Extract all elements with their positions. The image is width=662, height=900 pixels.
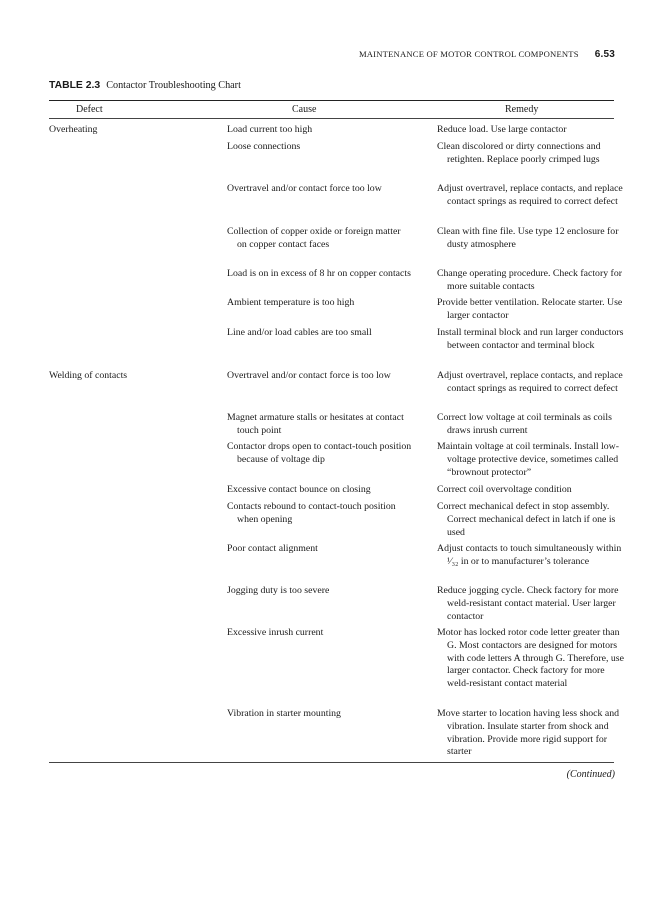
table-top-rule xyxy=(49,100,614,101)
cell-cause: Magnet armature stalls or hesitates at contact touch point xyxy=(227,412,404,436)
cell-cause: Contacts rebound to contact-touch position when opening xyxy=(227,501,396,525)
column-header-defect: Defect xyxy=(76,104,103,115)
cell-cause: Excessive contact bounce on closing xyxy=(227,484,371,495)
cell-cause: Contactor drops open to contact-touch position because of voltage dip xyxy=(227,441,412,465)
table-bottom-rule xyxy=(49,762,614,763)
cell-defect: Overheating xyxy=(49,124,98,135)
cell-remedy: Correct mechanical defect in stop assembly. Correct mechanical defect in latch if one is used xyxy=(437,501,616,538)
table-label: TABLE 2.3 xyxy=(49,80,101,91)
cell-cause: Excessive inrush current xyxy=(227,627,324,638)
table-caption xyxy=(49,80,241,91)
cell-remedy: Provide better ventilation. Relocate starter. Use larger contactor xyxy=(437,297,623,321)
cell-cause: Loose connections xyxy=(227,141,301,152)
section-title: MAINTENANCE OF MOTOR CONTROL COMPONENTS xyxy=(358,49,579,59)
cell-cause: Ambient temperature is too high xyxy=(227,297,355,308)
cell-cause: Collection of copper oxide or foreign matter on copper contact faces xyxy=(227,226,401,250)
cell-remedy: Adjust overtravel, replace contacts, and replace contact springs as required to correct defect xyxy=(437,183,623,207)
cell-cause: Jogging duty is too severe xyxy=(227,585,330,596)
cell-remedy: Reduce jogging cycle. Check factory for more weld-resistant contact material. User larger contactor xyxy=(437,585,619,622)
cell-remedy: Maintain voltage at coil terminals. Install low-voltage protective device, sometimes called “brownout protector” xyxy=(437,441,620,478)
column-header-remedy: Remedy xyxy=(505,104,539,115)
table-title: Contactor Troubleshooting Chart xyxy=(106,80,241,91)
cell-remedy: Reduce load. Use large contactor xyxy=(437,124,567,135)
cell-defect: Welding of contacts xyxy=(49,370,128,381)
page-number: 6.53 xyxy=(594,49,615,60)
running-head xyxy=(359,49,615,60)
cell-remedy: Correct low voltage at coil terminals as coils draws inrush current xyxy=(437,412,612,436)
cell-remedy: Motor has locked rotor code letter greater than G. Most contactors are designed for motors with code letters A through G. Therefore, use larger contactor. Check factory for more weld-resistant contact material xyxy=(437,627,624,690)
cell-remedy: Correct coil overvoltage condition xyxy=(437,484,572,495)
cell-remedy: Clean with fine file. Use type 12 enclosure for dusty atmosphere xyxy=(437,226,619,250)
table-header-rule xyxy=(49,118,614,119)
cell-remedy: Change operating procedure. Check factory for more suitable contacts xyxy=(437,268,622,292)
cell-cause: Poor contact alignment xyxy=(227,543,318,554)
cell-remedy: Install terminal block and run larger conductors between contactor and terminal block xyxy=(437,327,624,351)
column-header-cause: Cause xyxy=(292,104,317,115)
cell-remedy: Move starter to location having less shock and vibration. Insulate starter from shock and vibration. Provide more rigid support for starter xyxy=(437,708,620,758)
cell-remedy: Clean discolored or dirty connections and retighten. Replace poorly crimped lugs xyxy=(437,141,601,165)
continued-note: (Continued) xyxy=(566,769,615,780)
cell-remedy: Adjust contacts to touch simultaneously within ¹⁄₃₂ in or to manufacturer’s tolerance xyxy=(437,543,622,567)
cell-cause: Overtravel and/or contact force too low xyxy=(227,183,382,194)
cell-cause: Load current too high xyxy=(227,124,313,135)
cell-remedy: Adjust overtravel, replace contacts, and replace contact springs as required to correct defect xyxy=(437,370,623,394)
cell-cause: Load is on in excess of 8 hr on copper contacts xyxy=(227,268,411,279)
cell-cause: Overtravel and/or contact force is too low xyxy=(227,370,391,381)
cell-cause: Line and/or load cables are too small xyxy=(227,327,372,338)
cell-cause: Vibration in starter mounting xyxy=(227,708,341,719)
